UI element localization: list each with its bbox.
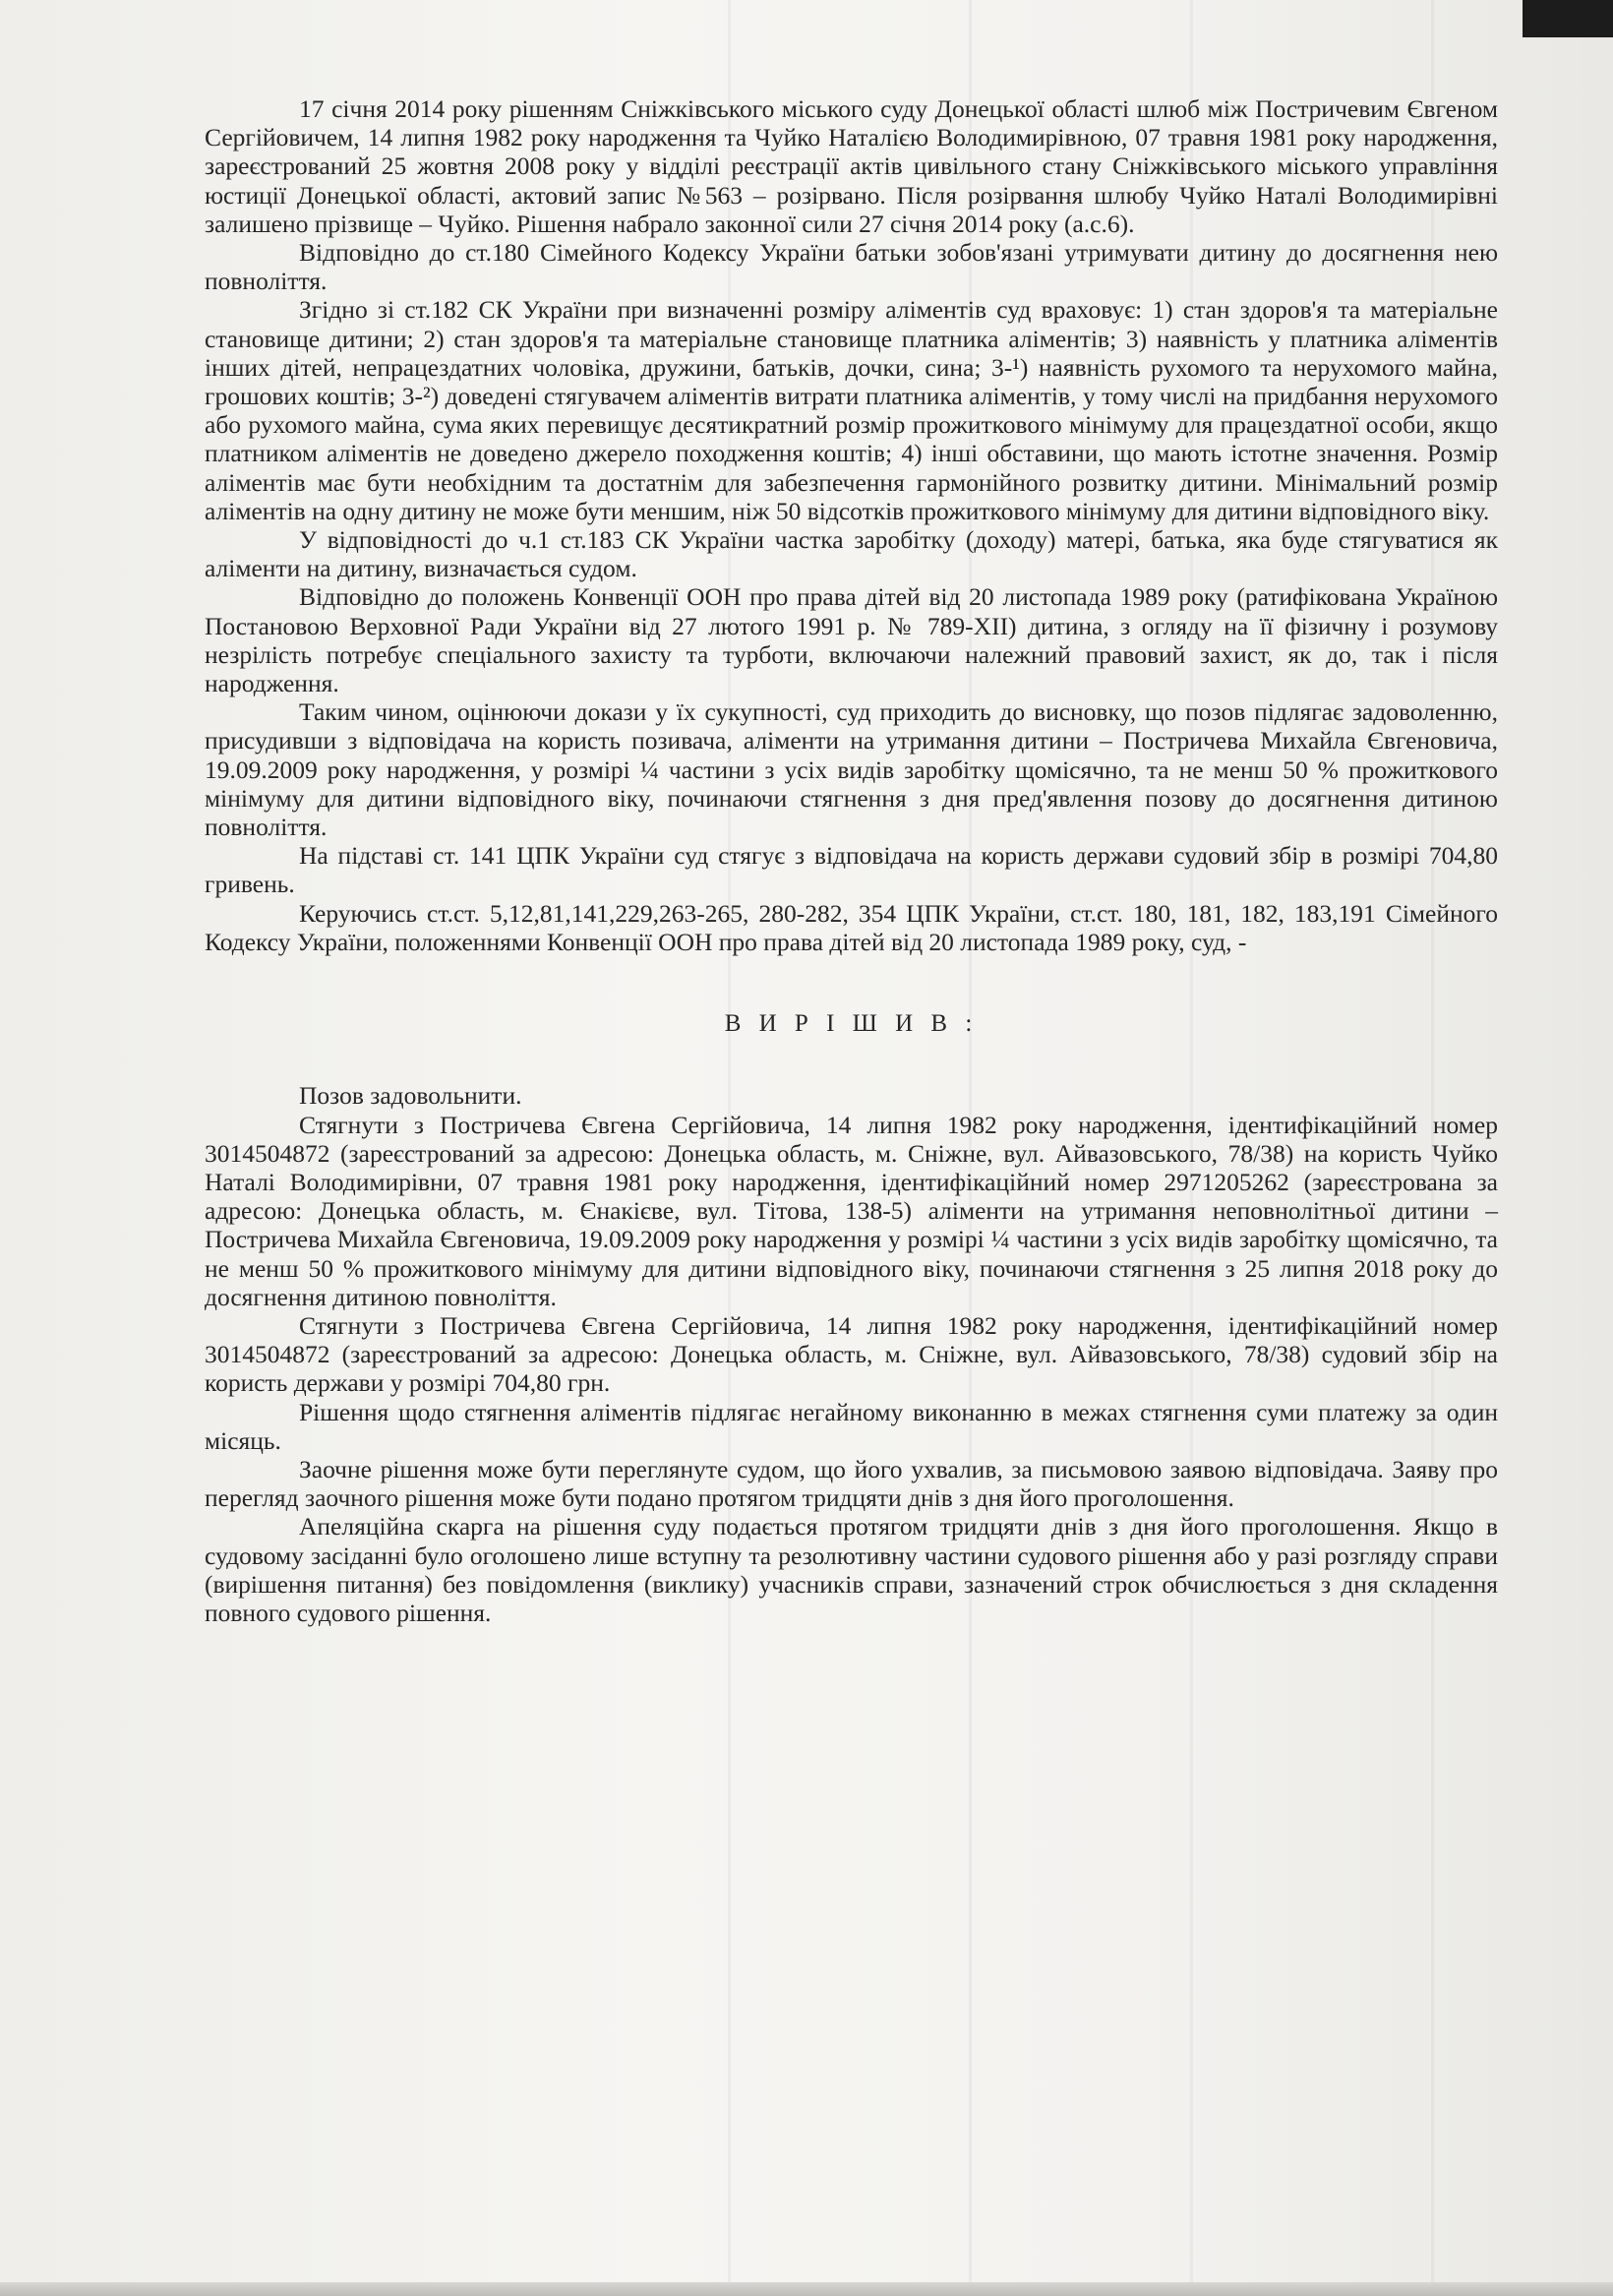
document-body: [205, 94, 1498, 1627]
paragraph: Відповідно до положень Конвенції ООН про права дітей від 20 листопада 1989 року (ратифікована Україною Постановою Верховної Ради України від 27 лютого 1991 р. № 789-ХІІ) дитина, з огляду на її фізичну і розумову незрілість потребує спеціального захисту та турботи, включаючи належний правовий захист, як до, так і після народження.: [205, 582, 1498, 698]
paragraph: Таким чином, оцінюючи докази у їх сукупності, суд приходить до висновку, що позов підлягає задоволенню, присудивши з відповідача на користь позивача, аліменти на утримання дитини – Постричева Михайла Євгеновича, 19.09.2009 року народження, у розмірі ¼ частини з усіх видів заробітку щомісячно, та не менш 50 % прожиткового мінімуму для дитини відповідного віку, починаючи стягнення з дня пред'явлення позову до досягнення дитиною повноліття.: [205, 697, 1498, 842]
paragraph: Заочне рішення може бути переглянуте судом, що його ухвалив, за письмовою заявою відповідача. Заяву про перегляд заочного рішення може бути подано протягом тридцяти днів з дня його проголошення.: [205, 1454, 1498, 1513]
paragraph: Рішення щодо стягнення аліментів підлягає негайному виконанню в межах стягнення суми платежу за один місяць.: [205, 1397, 1498, 1455]
paragraph: Відповідно до ст.180 Сімейного Кодексу України батьки зобов'язані утримувати дитину до досягнення нею повноліття.: [205, 238, 1498, 296]
paragraph: Стягнути з Постричева Євгена Сергійовича, 14 липня 1982 року народження, ідентифікаційний номер 3014504872 (зареєстрований за адресою: Донецька область, м. Сніжне, вул. Айвазовського, 78/38) судовий збір на користь держави у розмірі 704,80 грн.: [205, 1310, 1498, 1398]
scan-corner-shadow: [1523, 0, 1613, 37]
decision-heading: В И Р І Ш И В :: [724, 1010, 979, 1038]
paragraph: Згідно зі ст.182 СК України при визначенні розміру аліментів суд враховує: 1) стан здоров'я та матеріальне становище дитини; 2) стан здоров'я та матеріальне становище платника аліментів; 3) наявність у платника аліментів інших дітей, непрацездатних чоловіка, дружини, батьків, дочки, сина; 3-¹) наявність рухомого та нерухомого майна, грошових коштів; 3-²) доведені стягувачем аліментів витрати платника аліментів, у тому числі на придбання нерухомого або рухомого майна, сума яких перевищує десятикратний розмір прожиткового мінімуму для працездатної особи, якщо платником аліментів не доведено джерело походження коштів; 4) інші обставини, що мають істотне значення. Розмір аліментів має бути необхідним та достатнім для забезпечення гармонійного розвитку дитини. Мінімальний розмір аліментів на одну дитину не може бути меншим, ніж 50 відсотків прожиткового мінімуму для дитини відповідного віку.: [205, 295, 1498, 525]
paragraph: На підставі ст. 141 ЦПК України суд стягує з відповідача на користь держави судовий збір в розмірі 704,80 гривень.: [205, 841, 1498, 899]
paragraph: У відповідності до ч.1 ст.183 СК України частка заробітку (доходу) матері, батька, яка буде стягуватися як аліменти на дитину, визначається судом.: [205, 525, 1498, 583]
paragraph: Стягнути з Постричева Євгена Сергійовича, 14 липня 1982 року народження, ідентифікаційний номер 3014504872 (зареєстрований за адресою: Донецька область, м. Сніжне, вул. Айвазовського, 78/38) на користь Чуйко Наталі Володимирівни, 07 травня 1981 року народження, ідентифікаційний номер 2971205262 (зареєстрована за адресою: Донецька область, м. Єнакієве, вул. Тітова, 138-5) аліменти на утримання неповнолітньої дитини – Постричева Михайла Євгеновича, 19.09.2009 року народження у розмірі ¼ частини з усіх видів заробітку щомісячно, та не менш 50 % прожиткового мінімуму для дитини відповідного віку, починаючи стягнення з 25 липня 2018 року до досягнення дитиною повноліття.: [205, 1110, 1498, 1311]
paragraph: Апеляційна скарга на рішення суду подається протягом тридцяти днів з дня його проголошення. Якщо в судовому засіданні було оголошено лише вступну та резолютивну частини судового рішення або у разі розгляду справи (вирішення питання) без повідомлення (виклику) учасників справи, зазначений строк обчислюється з дня складення повного судового рішення.: [205, 1512, 1498, 1627]
paragraph: Керуючись ст.ст. 5,12,81,141,229,263-265, 280-282, 354 ЦПК України, ст.ст. 180, 181, 182, 183,191 Сімейного Кодексу України, положеннями Конвенції ООН про права дітей від 20 листопада 1989 року, суд, -: [205, 898, 1498, 956]
paragraph: Позов задовольнити.: [299, 1081, 522, 1111]
scan-bottom-edge: [0, 2282, 1613, 2296]
paragraph: 17 січня 2014 року рішенням Сніжківського міського суду Донецької області шлюб між Постричевим Євгеном Сергійовичем, 14 липня 1982 року народження та Чуйко Наталією Володимирівною, 07 травня 1981 року народження, зареєстрований 25 жовтня 2008 року у відділі реєстрації актів цивільного стану Сніжківського міського управління юстиції Донецької області, актовий запис №563 – розірвано. Після розірвання шлюбу Чуйко Наталі Володимирівні залишено прізвище – Чуйко. Рішення набрало законної сили 27 січня 2014 року (а.с.6).: [205, 94, 1498, 238]
